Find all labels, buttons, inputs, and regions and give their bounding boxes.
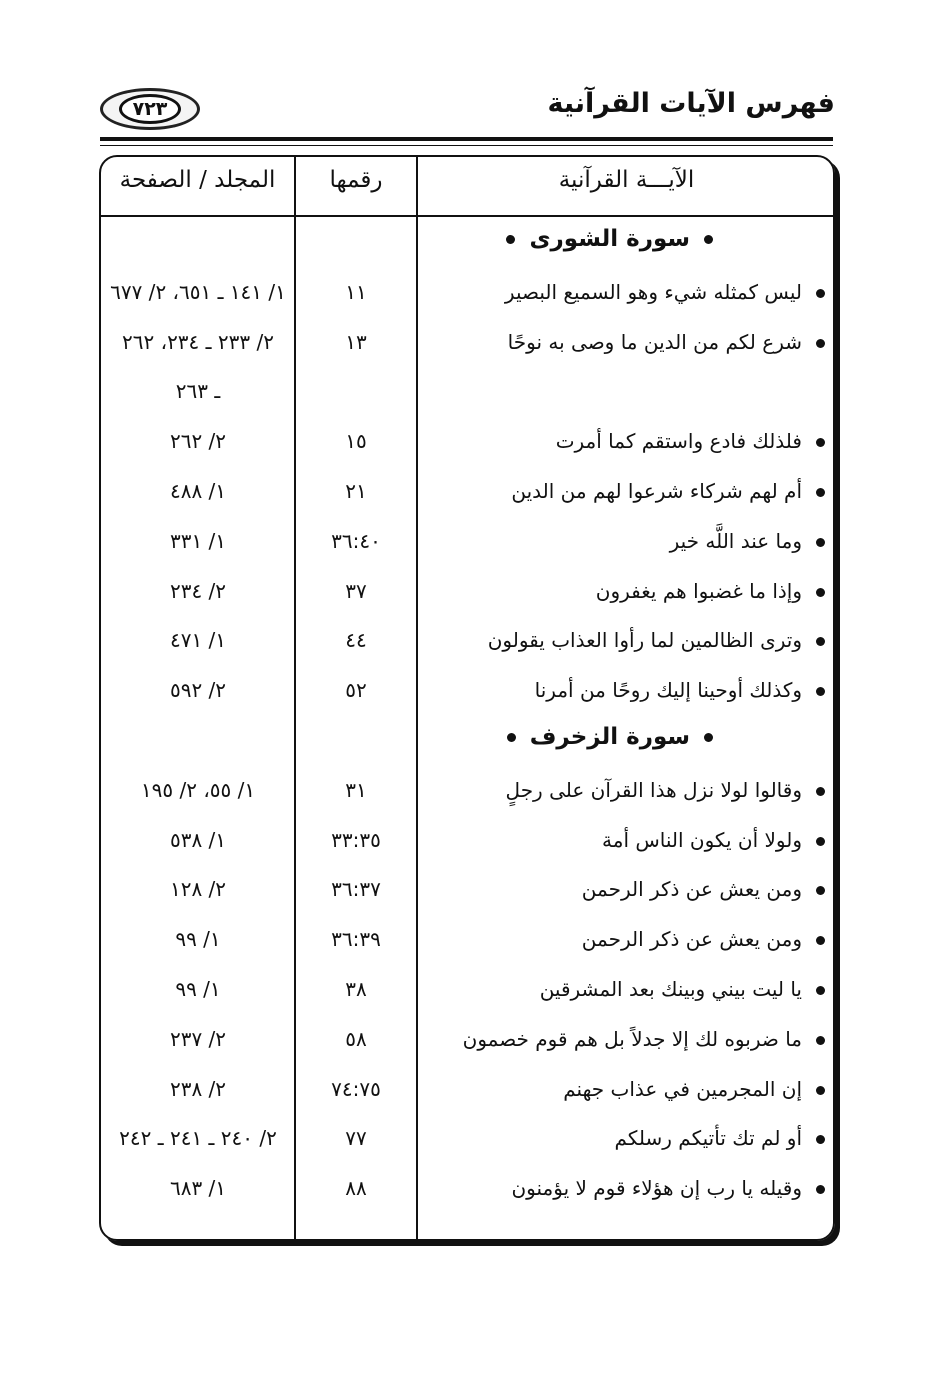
bullet-icon [506,235,515,244]
verse-text: ومن يعش عن ذكر الرحمن [581,927,802,952]
volume-page-cell: ١/ ٩٩ [175,927,221,952]
verse-text: أو لم تك تأتيكم رسلكم [614,1126,802,1151]
verse-cell [425,778,825,802]
verse-text: يا ليت بيني وبينك بعد المشرقين [539,977,802,1001]
verse-cell [425,1077,825,1101]
verse-number-cell: ٧٤:٧٥ [331,1076,381,1101]
bullet-icon [816,588,825,597]
volume-page-cell: ٢/ ٢٦٢ [169,429,227,454]
bullet-icon [816,1135,825,1144]
verse-number-cell: ٣٧ [345,578,367,603]
verse-number-cell: ٧٧ [345,1126,367,1151]
verse-number-cell: ٣١ [345,777,367,802]
volume-page-cell: ١/ ٤٨٨ [169,479,227,503]
table-row [101,371,837,421]
volume-page-cell: ١/ ٣٣١ [169,528,227,553]
verse-cell [425,479,825,503]
table-row [101,1168,837,1218]
verse-text: وقالوا لولا نزل هذا القرآن على رجلٍ [505,777,802,802]
verse-text: سورة الزخرف [529,724,690,750]
volume-page-cell: ٢/ ١٢٨ [169,877,227,902]
bullet-icon [816,289,825,298]
verse-cell [425,579,825,603]
table-row [101,869,837,919]
bullet-icon [816,1036,825,1045]
table-row [101,471,837,521]
table-row [101,770,837,820]
bullet-icon [816,837,825,846]
verse-number-cell: ٥٢ [345,678,367,703]
verse-number-cell: ٣٦:٣٩ [331,927,381,952]
bullet-icon [816,438,825,447]
verse-cell [425,1176,825,1200]
header-divider [101,215,833,217]
table-row [101,919,837,969]
verse-text: ليس كمثله شيء وهو السميع البصير [504,279,802,304]
table-row [101,620,837,670]
verse-cell [425,429,825,453]
header-rule-thick [100,137,833,141]
volume-page-cell: ١/ ٥٥، ٢/ ١٩٥ [140,777,256,802]
verse-text: ما ضربوه لك إلا جدلاً بل هم قوم خصمون [462,1026,802,1051]
verse-cell [425,678,825,702]
table-row [101,322,837,372]
table-row [101,272,837,322]
bullet-icon [704,235,713,244]
verse-cell [425,1126,825,1150]
verse-number-cell: ٣٦:٣٧ [331,877,381,902]
verse-number-cell: ١٥ [345,429,367,454]
table-row [101,1118,837,1168]
verse-cell [425,529,825,553]
page-number: ٧٢٣ [119,94,181,124]
table-row [101,820,837,870]
verse-cell [425,927,825,951]
table-row [101,670,837,720]
bullet-icon [816,687,825,696]
verse-text: وما عند اللَّه خير [669,528,802,553]
table-row [101,571,837,621]
volume-page-cell: ٢/ ٢٣٤ [169,578,227,603]
volume-page-cell: ٢/ ٢٣٨ [169,1076,227,1101]
verse-text: أم لهم شركاء شرعوا لهم من الدين [511,479,802,503]
column-header-reference: المجلد / الصفحة [119,167,276,193]
surah-heading [327,724,727,750]
verse-number-cell: ١١ [345,279,367,304]
bullet-icon [507,733,516,742]
page-header [0,0,945,150]
verse-cell [425,1027,825,1051]
bullet-icon [816,936,825,945]
volume-page-cell: ١/ ١٤١ ـ ٦٥١، ٢/ ٦٧٧ [110,279,286,304]
bullet-icon [816,1185,825,1194]
bullet-icon [816,886,825,895]
volume-page-cell: ٢/ ٢٣٧ [169,1026,227,1051]
volume-page-cell: ١/ ٤٧١ [169,628,227,653]
verse-number-cell: ٣٦:٤٠ [331,528,381,553]
verse-number-cell: ١٣ [345,329,367,354]
bullet-icon [816,787,825,796]
volume-page-cell: ١/ ٦٨٣ [169,1176,227,1201]
verse-text: وإذا ما غضبوا هم يغفرون [595,578,802,603]
verse-text: وكذلك أوحينا إليك روحًا من أمرنا [534,678,802,703]
table-row [101,421,837,471]
verse-index-table [99,155,835,1241]
verse-cell [425,330,825,354]
volume-page-cell: ٢/ ٢٣٣ ـ ٢٣٤، ٢٦٢ [122,329,274,354]
bullet-icon [816,1086,825,1095]
verse-number-cell: ٣٨ [345,977,367,1001]
page-number-badge [100,88,200,130]
verse-cell [425,877,825,901]
header-rule-thin [100,145,833,146]
column-header-verse: الآيـــة القرآنية [558,167,695,193]
table-row [101,1019,837,1069]
verse-text: وترى الظالمين لما رأوا العذاب يقولون [487,628,802,653]
volume-page-cell: ١/ ٩٩ [175,977,221,1001]
verse-number-cell: ٨٨ [345,1176,367,1201]
volume-page-cell: ـ ٢٦٣ [175,379,221,404]
verse-text: ومن يعش عن ذكر الرحمن [581,877,802,902]
surah-heading [327,226,727,252]
volume-page-cell: ٢/ ٥٩٢ [169,678,227,703]
verse-text: إن المجرمين في عذاب جهنم [563,1076,802,1101]
verse-cell [425,628,825,652]
table-row [101,969,837,1019]
bullet-icon [816,637,825,646]
surah-heading-row [101,222,837,272]
bullet-icon [816,986,825,995]
verse-number-cell: ٢١ [345,479,367,503]
volume-page-cell: ٢/ ٢٤٠ ـ ٢٤١ ـ ٢٤٢ [119,1126,277,1151]
verse-number-cell: ٣٣:٣٥ [331,827,381,852]
surah-heading-row [101,720,837,770]
verse-cell [425,280,825,304]
verse-text: ولولا أن يكون الناس أمة [602,827,802,852]
table-row [101,1069,837,1119]
volume-page-cell: ١/ ٥٣٨ [169,827,227,852]
verse-number-cell: ٥٨ [345,1026,367,1051]
bullet-icon [816,488,825,497]
verse-cell [425,828,825,852]
table-row [101,521,837,571]
bullet-icon [816,538,825,547]
bullet-icon [816,339,825,348]
verse-number-cell: ٤٤ [345,628,367,653]
verse-text: فلذلك فادع واستقم كما أمرت [555,429,802,454]
verse-cell [425,977,825,1001]
verse-text: سورة الشورى [529,226,690,252]
column-header-number: رقمها [329,167,383,193]
verse-text: وقيله يا رب إن هؤلاء قوم لا يؤمنون [511,1176,802,1201]
verse-text: شرع لكم من الدين ما وصى به نوحًا [507,329,802,354]
bullet-icon [704,733,713,742]
page-title: فهرس الآيات القرآنية [547,88,835,119]
